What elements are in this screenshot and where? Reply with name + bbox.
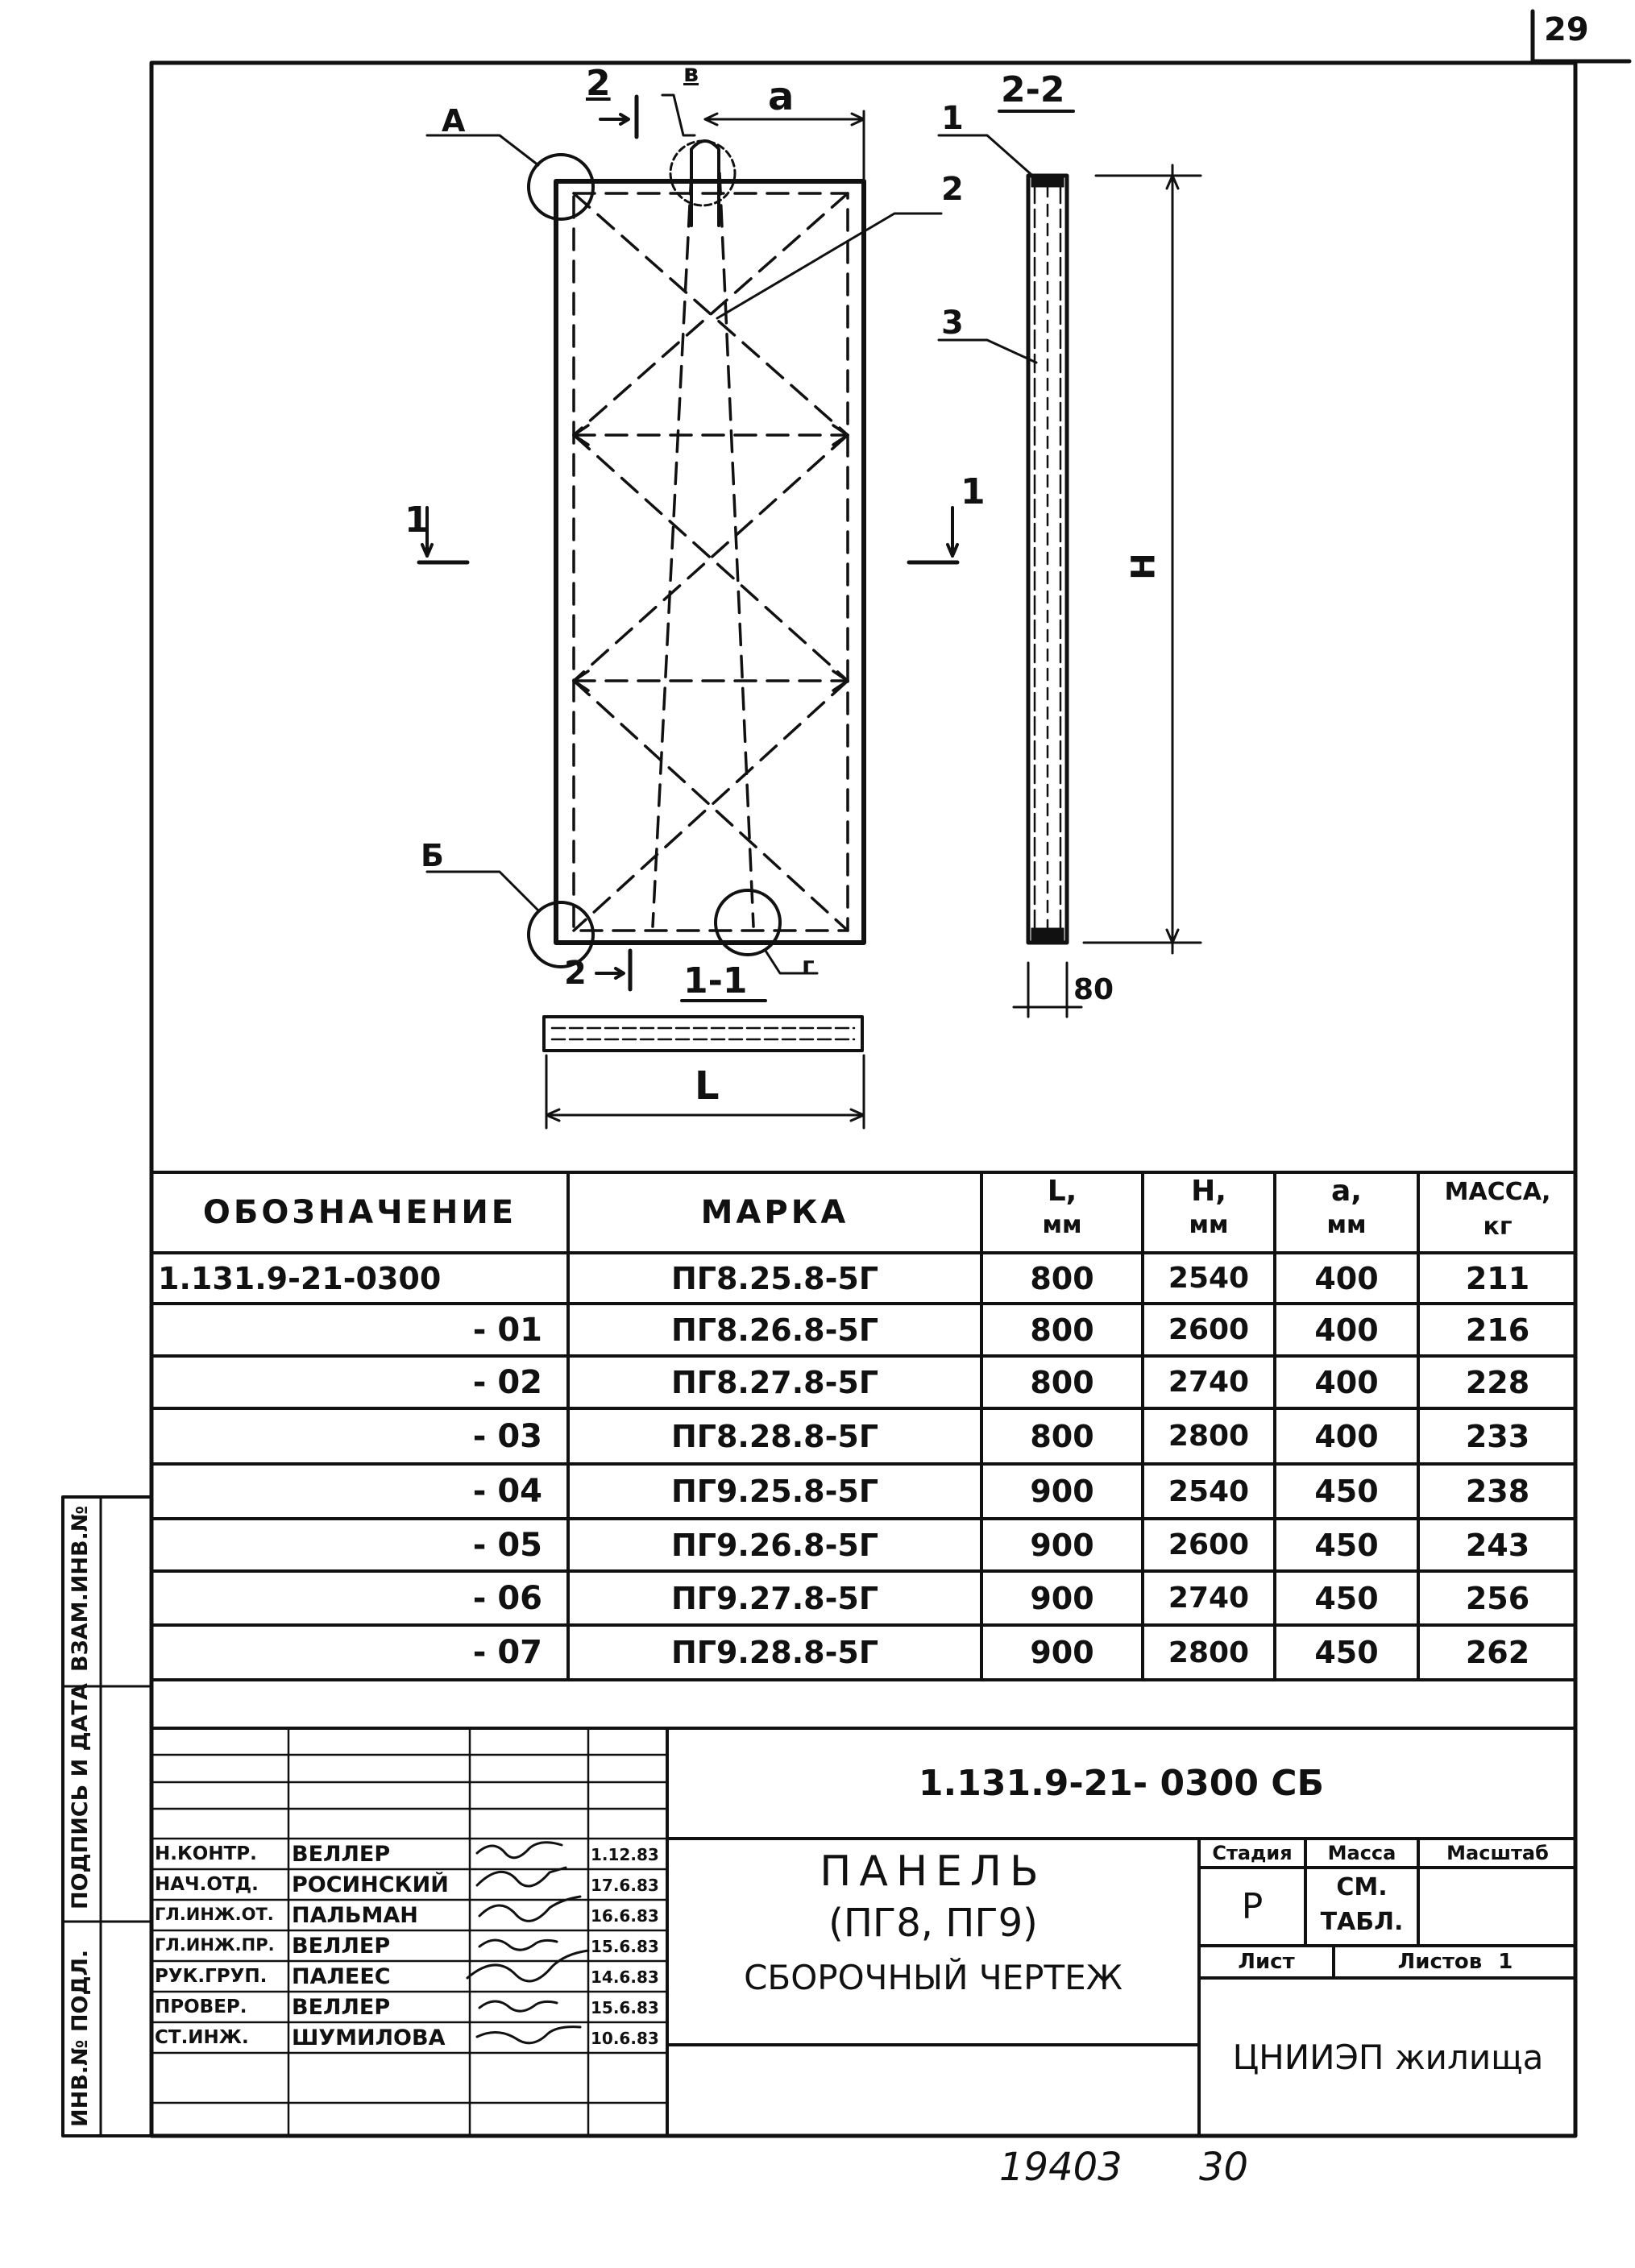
table-cell-a: 400	[1314, 1260, 1379, 1296]
stamp-signature-date: ПОДПИСЬ И ДАТА	[68, 1683, 93, 1909]
table-cell-mark: ПГ8.27.8-5Г	[670, 1364, 879, 1400]
table-cell-a: 450	[1314, 1580, 1379, 1616]
mass-value	[1307, 1869, 1417, 1944]
table-cell-designation: - 06	[472, 1579, 542, 1617]
table-cell-mark: ПГ9.27.8-5Г	[670, 1580, 879, 1616]
stage-label: Стадия	[1212, 1842, 1293, 1864]
signature-date: 15.6.83	[591, 1937, 659, 1956]
table-cell-designation: - 03	[472, 1417, 542, 1455]
drawing-title	[669, 1845, 1197, 2038]
signature-date: 1.12.83	[591, 1845, 659, 1864]
signature-role: СТ.ИНЖ.	[155, 2027, 249, 2048]
callout-b-label: Б	[421, 838, 444, 873]
signature-date: 17.6.83	[591, 1876, 659, 1895]
scale-label: Масштаб	[1446, 1842, 1549, 1864]
signature-name: ПАЛЬМАН	[292, 1903, 418, 1928]
document-code: 1.131.9-21- 0300 СБ	[918, 1763, 1325, 1804]
signature-role: ГЛ.ИНЖ.ПР.	[155, 1935, 275, 1955]
header-l-unit: мм	[1042, 1211, 1082, 1239]
table-cell-l: 900	[1030, 1527, 1094, 1563]
mass-value-line-2: ТАБЛ.	[1320, 1908, 1404, 1936]
section-2-bottom-label: 2	[564, 955, 587, 992]
header-l	[983, 1174, 1141, 1251]
stage-value: Р	[1241, 1886, 1264, 1927]
section-1-1-title: 1-1	[683, 960, 748, 1001]
mass-label: Масса	[1327, 1842, 1396, 1864]
signature-scribbles	[467, 1843, 588, 2043]
signature-date: 10.6.83	[591, 2029, 659, 2048]
header-mass-name: МАССА,	[1444, 1178, 1551, 1206]
table-cell-mass: 262	[1465, 1635, 1530, 1670]
header-mass-unit: кг	[1483, 1213, 1513, 1241]
header-designation: ОБОЗНАЧЕНИЕ	[202, 1194, 517, 1231]
signature-date: 16.6.83	[591, 1906, 659, 1926]
signature-role: НАЧ.ОТД.	[155, 1874, 259, 1895]
archive-number: 19403	[999, 2145, 1123, 2190]
sheets-value: 1	[1498, 1950, 1513, 1974]
header-h-name: H,	[1191, 1175, 1226, 1208]
page-number: 29	[1544, 11, 1589, 48]
signature-name: РОСИНСКИЙ	[292, 1872, 449, 1897]
dimension-l-label: L	[695, 1064, 720, 1109]
signature-name: ВЕЛЛЕР	[292, 1995, 391, 2020]
header-h	[1144, 1174, 1273, 1251]
signature-date: 14.6.83	[591, 1967, 659, 1987]
header-a	[1276, 1174, 1417, 1251]
table-cell-l: 800	[1030, 1260, 1094, 1296]
section-2-2-title: 2-2	[1001, 69, 1065, 110]
table-cell-h: 2600	[1168, 1313, 1250, 1346]
table-cell-h: 2740	[1168, 1366, 1250, 1399]
table-cell-a: 400	[1314, 1364, 1379, 1400]
callout-a-label: А	[442, 103, 466, 139]
table-cell-mark: ПГ8.26.8-5Г	[670, 1312, 879, 1348]
table-cell-mass: 256	[1465, 1580, 1530, 1616]
table-cell-h: 2800	[1168, 1420, 1250, 1453]
signature-date: 15.6.83	[591, 1998, 659, 2017]
header-l-name: L,	[1047, 1175, 1077, 1208]
signature-role: Н.КОНТР.	[155, 1843, 257, 1864]
table-cell-designation: - 05	[472, 1526, 542, 1564]
signature-role: ГЛ.ИНЖ.ОТ.	[155, 1905, 274, 1924]
mass-value-line-1: СМ.	[1336, 1873, 1388, 1901]
table-cell-designation: - 07	[472, 1634, 542, 1671]
sheet-label: Лист	[1238, 1950, 1295, 1974]
table-cell-l: 900	[1030, 1474, 1094, 1509]
header-mark: МАРКА	[700, 1194, 849, 1231]
signature-name: ВЕЛЛЕР	[292, 1842, 391, 1867]
table-cell-mark: ПГ9.26.8-5Г	[670, 1527, 879, 1563]
table-cell-designation: - 01	[472, 1311, 542, 1349]
table-cell-mass: 211	[1465, 1260, 1530, 1296]
table-cell-mass: 228	[1465, 1364, 1530, 1400]
signature-role: ПРОВЕР.	[155, 1996, 247, 2017]
header-a-name: a,	[1331, 1175, 1362, 1208]
organization-name: ЦНИИЭП жилища	[1232, 2037, 1544, 2077]
panel-outline	[556, 181, 864, 943]
table-cell-h: 2540	[1168, 1474, 1250, 1508]
table-cell-h: 2800	[1168, 1636, 1250, 1669]
header-h-unit: мм	[1189, 1211, 1229, 1239]
signature-name: ШУМИЛОВА	[292, 2025, 446, 2050]
position-1-label: 1	[941, 100, 964, 137]
panel-reinforcement	[574, 173, 848, 931]
table-cell-h: 2600	[1168, 1528, 1250, 1561]
section-1-1-profile	[544, 1017, 862, 1051]
section-1-left-label: 1	[405, 500, 429, 541]
detail-v-label: в	[683, 60, 699, 88]
position-2-label: 2	[941, 171, 964, 208]
table-cell-a: 400	[1314, 1418, 1379, 1454]
sheets-label: Листов	[1397, 1950, 1483, 1974]
archive-page: 30	[1199, 2145, 1249, 2190]
sheets-count	[1335, 1947, 1575, 1976]
table-cell-l: 800	[1030, 1364, 1094, 1400]
table-cell-mark: ПГ8.28.8-5Г	[670, 1418, 879, 1454]
table-cell-mark: ПГ9.25.8-5Г	[670, 1474, 879, 1509]
title-line-3: СБОРОЧНЫЙ ЧЕРТЕЖ	[744, 1958, 1123, 1997]
dimension-h-label: H	[1125, 553, 1163, 580]
table-cell-a: 400	[1314, 1312, 1379, 1348]
table-cell-h: 2740	[1168, 1582, 1250, 1615]
header-a-unit: мм	[1326, 1211, 1367, 1239]
table-cell-a: 450	[1314, 1527, 1379, 1563]
table-cell-designation: - 02	[472, 1363, 542, 1401]
table-cell-l: 800	[1030, 1418, 1094, 1454]
table-cell-mass: 216	[1465, 1312, 1530, 1348]
signature-role: РУК.ГРУП.	[155, 1966, 268, 1987]
table-cell-mass: 238	[1465, 1474, 1530, 1509]
table-cell-mass: 243	[1465, 1527, 1530, 1563]
section-1-right-label: 1	[961, 471, 986, 512]
table-cell-h: 2540	[1168, 1262, 1250, 1295]
table-cell-l: 800	[1030, 1312, 1094, 1348]
stamp-inv-replace: ВЗАМ.ИНВ.№	[68, 1505, 93, 1672]
table-cell-l: 900	[1030, 1635, 1094, 1670]
table-cell-mass: 233	[1465, 1418, 1530, 1454]
section-2-top-label: 2	[586, 63, 611, 104]
dimension-80-label: 80	[1073, 973, 1114, 1006]
title-line-1: ПАНЕЛЬ	[820, 1847, 1047, 1896]
table-cell-a: 450	[1314, 1474, 1379, 1509]
table-cell-a: 450	[1314, 1635, 1379, 1670]
table-cell-designation: - 04	[472, 1473, 542, 1510]
stamp-inv-original: ИНВ.№ ПОДЛ.	[68, 1949, 93, 2127]
detail-g-label: г	[802, 952, 815, 981]
table-cell-l: 900	[1030, 1580, 1094, 1616]
table-cell-mark: ПГ9.28.8-5Г	[670, 1635, 879, 1670]
table-cell-mark: ПГ8.25.8-5Г	[670, 1260, 879, 1296]
signature-name: ВЕЛЛЕР	[292, 1934, 391, 1959]
signature-name: ПАЛЕЕС	[292, 1964, 391, 1989]
position-3-label: 3	[941, 305, 964, 342]
header-mass	[1420, 1174, 1575, 1251]
dimension-a-label: a	[768, 74, 795, 119]
title-line-2: (ПГ8, ПГ9)	[828, 1901, 1038, 1946]
table-cell-designation: 1.131.9-21-0300	[158, 1260, 442, 1296]
